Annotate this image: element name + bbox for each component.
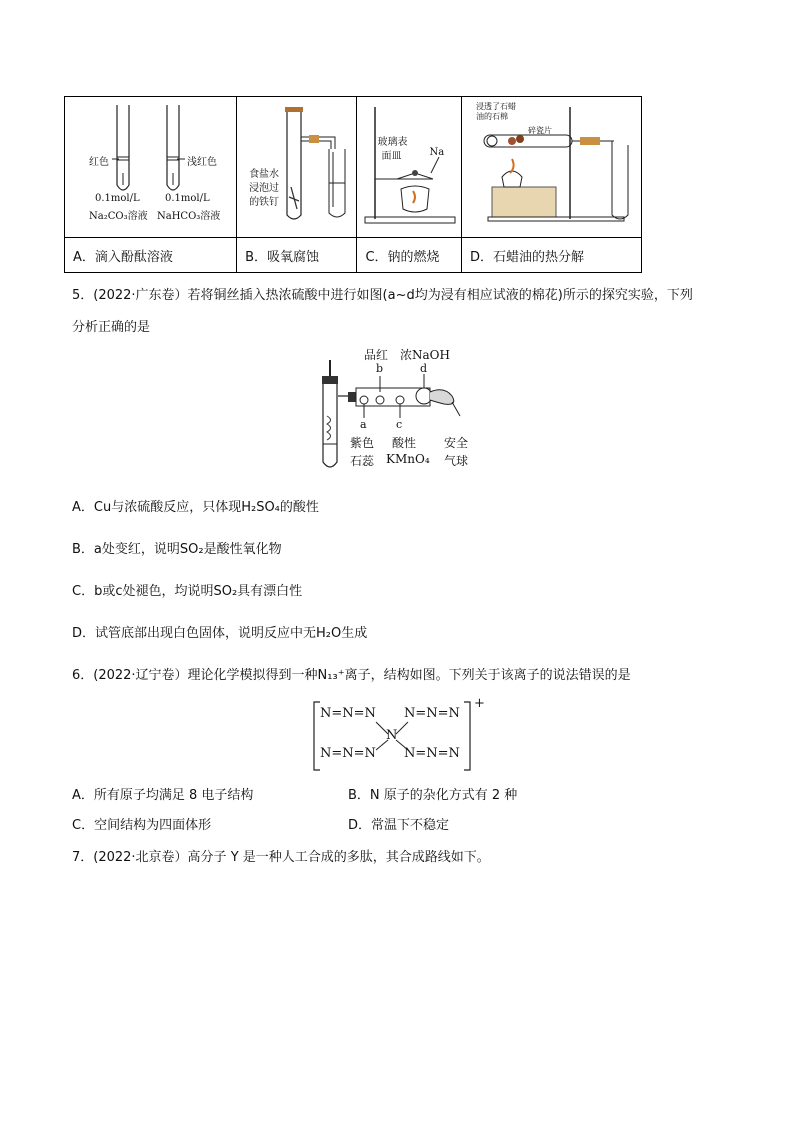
- caption-c: C．钠的燃烧: [357, 238, 462, 273]
- label-litmus-1: 紫色: [350, 436, 375, 450]
- label-naoh: 浓NaOH: [400, 348, 450, 362]
- caption-d: D．石蜡油的热分解: [461, 238, 641, 273]
- label-b: b: [376, 362, 384, 375]
- label-light-red: 浅红色: [187, 157, 217, 168]
- caption-b: B．吸氧腐蚀: [237, 238, 357, 273]
- q5-option-d: D．试管底部出现白色固体，说明反应中无H₂O生成: [72, 626, 368, 641]
- cell-b-figure: [237, 97, 357, 238]
- label-nahco3: NaHCO₃溶液: [157, 211, 221, 222]
- caption-a: A．滴入酚酞溶液: [65, 238, 237, 273]
- q6-stem: 6．(2022·辽宁卷）理论化学模拟得到一种N₁₃⁺离子，结构如图。下列关于该离子的说法错误的是: [72, 668, 631, 683]
- label-safety-2: 气球: [444, 454, 469, 468]
- label-d: d: [420, 362, 428, 375]
- label-asbestos-2: 油的石棉: [475, 112, 508, 121]
- q6-option-d: D．常温下不稳定: [348, 818, 450, 833]
- label-red: 红色: [89, 157, 109, 168]
- chain-top-right: N=N=N: [404, 706, 460, 721]
- label-a: a: [360, 418, 367, 431]
- chain-bottom-left: N=N=N: [320, 746, 376, 761]
- experiment-table: [64, 96, 642, 273]
- label-porcelain-chips: 碎瓷片: [527, 126, 552, 135]
- label-nahco3-conc: 0.1mol/L: [165, 193, 210, 204]
- q5-option-c: C．b或c处褪色，均说明SO₂具有漂白性: [72, 584, 303, 599]
- sodium-burning-figure: [357, 97, 461, 237]
- label-soaked: 浸泡过: [249, 183, 280, 194]
- label-watch-glass-2: 面皿: [381, 151, 402, 162]
- label-litmus-2: 石蕊: [350, 454, 375, 468]
- q7-stem: 7．(2022·北京卷）高分子 Y 是一种人工合成的多肽，其合成路线如下。: [72, 850, 490, 865]
- center-n: N: [386, 728, 398, 743]
- label-safety-1: 安全: [444, 436, 469, 450]
- q6-option-a: A．所有原子均满足 8 电子结构: [72, 788, 254, 803]
- q5-option-a: A．Cu与浓硫酸反应，只体现H₂SO₄的酸性: [72, 500, 319, 515]
- q5-stem-line2: 分析正确的是: [72, 320, 151, 335]
- label-na: Na: [429, 147, 445, 158]
- q6-option-c: C．空间结构为四面体形: [72, 818, 212, 833]
- q6-option-b: B．N 原子的杂化方式有 2 种: [348, 788, 518, 803]
- label-watch-glass-1: 玻璃表: [377, 137, 408, 148]
- label-iron-nail: 的铁钉: [249, 197, 280, 208]
- label-c: c: [396, 418, 403, 431]
- label-na2co3-conc: 0.1mol/L: [95, 193, 140, 204]
- cell-a-figure: [65, 97, 237, 238]
- label-asbestos-1: 浸透了石蜡: [475, 102, 516, 111]
- label-pinhong: 品红: [364, 348, 389, 362]
- cell-c-figure: [357, 97, 462, 238]
- label-na2co3: Na₂CO₃溶液: [89, 211, 148, 222]
- chain-bottom-right: N=N=N: [404, 746, 460, 761]
- label-salt-water: 食盐水: [249, 169, 280, 180]
- cell-d-figure: [461, 97, 641, 238]
- chain-top-left: N=N=N: [320, 706, 376, 721]
- charge-plus: +: [474, 696, 485, 711]
- n13-structure: [312, 696, 492, 772]
- q5-apparatus-figure: [312, 344, 502, 474]
- label-acidic: 酸性: [392, 436, 417, 450]
- label-kmno4: KMnO₄: [386, 452, 430, 466]
- q5-option-b: B．a处变红，说明SO₂是酸性氧化物: [72, 542, 282, 557]
- q5-stem-line1: 5．(2022·广东卷）若将铜丝插入热浓硫酸中进行如图(a~d均为浸有相应试液的棉花)所示的探究实验，下列: [72, 288, 693, 303]
